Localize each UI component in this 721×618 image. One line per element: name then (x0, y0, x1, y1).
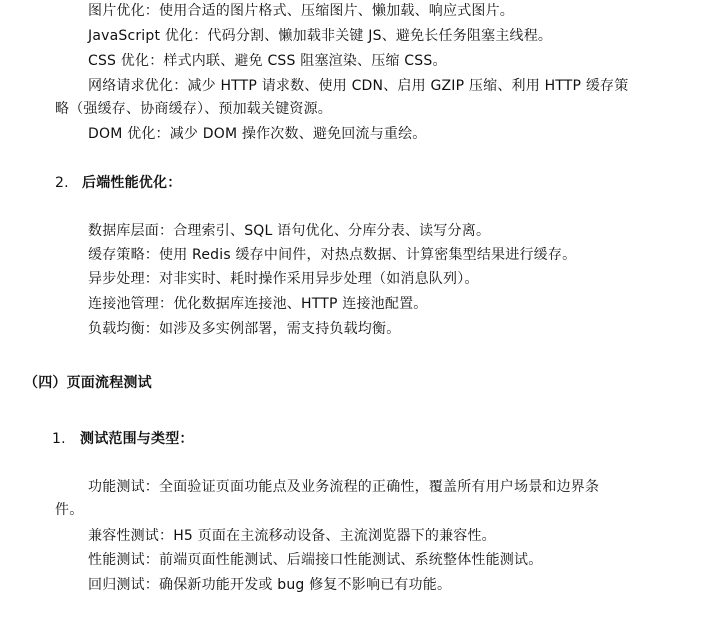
test-item-regression: 回归测试：确保新功能开发或 bug 修复不影响已有功能。 (88, 577, 452, 593)
frontend-item-dom: DOM 优化：减少 DOM 操作次数、避免回流与重绘。 (88, 126, 427, 142)
backend-item-pool: 连接池管理：优化数据库连接池、HTTP 连接池配置。 (88, 296, 428, 312)
test-item-compatibility: 兼容性测试：H5 页面在主流移动设备、主流浏览器下的兼容性。 (88, 528, 496, 544)
backend-item-database: 数据库层面：合理索引、SQL 语句优化、分库分表、读写分离。 (88, 223, 491, 239)
frontend-item-css: CSS 优化：样式内联、避免 CSS 阻塞渲染、压缩 CSS。 (88, 53, 447, 69)
test-item-performance: 性能测试：前端页面性能测试、后端接口性能测试、系统整体性能测试。 (88, 552, 543, 568)
backend-number: 2. (55, 175, 69, 191)
section-heading: （四）页面流程测试 (24, 375, 152, 391)
test-scope-heading: 测试范围与类型： (80, 431, 194, 447)
backend-item-cache: 缓存策略：使用 Redis 缓存中间件，对热点数据、计算密集型结果进行缓存。 (88, 247, 577, 263)
test-item-functional: 功能测试：全面验证页面功能点及业务流程的正确性，覆盖所有用户场景和边界条 (88, 479, 600, 495)
backend-item-balance: 负载均衡：如涉及多实例部署，需支持负载均衡。 (88, 321, 401, 337)
frontend-item-image: 图片优化：使用合适的图片格式、压缩图片、懒加载、响应式图片。 (88, 3, 514, 19)
frontend-item-network-cont: 略（强缓存、协商缓存）、预加载关键资源。 (55, 101, 332, 117)
backend-item-async: 异步处理：对非实时、耗时操作采用异步处理（如消息队列）。 (88, 271, 479, 287)
backend-heading: 后端性能优化： (82, 175, 182, 191)
test-scope-number: 1. (52, 431, 66, 447)
test-item-functional-cont: 件。 (55, 502, 84, 518)
frontend-item-javascript: JavaScript 优化：代码分割、懒加载非关键 JS、避免长任务阻塞主线程。 (88, 28, 553, 44)
frontend-item-network: 网络请求优化：减少 HTTP 请求数、使用 CDN、启用 GZIP 压缩、利用 HTTP 缓存策 (88, 78, 629, 94)
